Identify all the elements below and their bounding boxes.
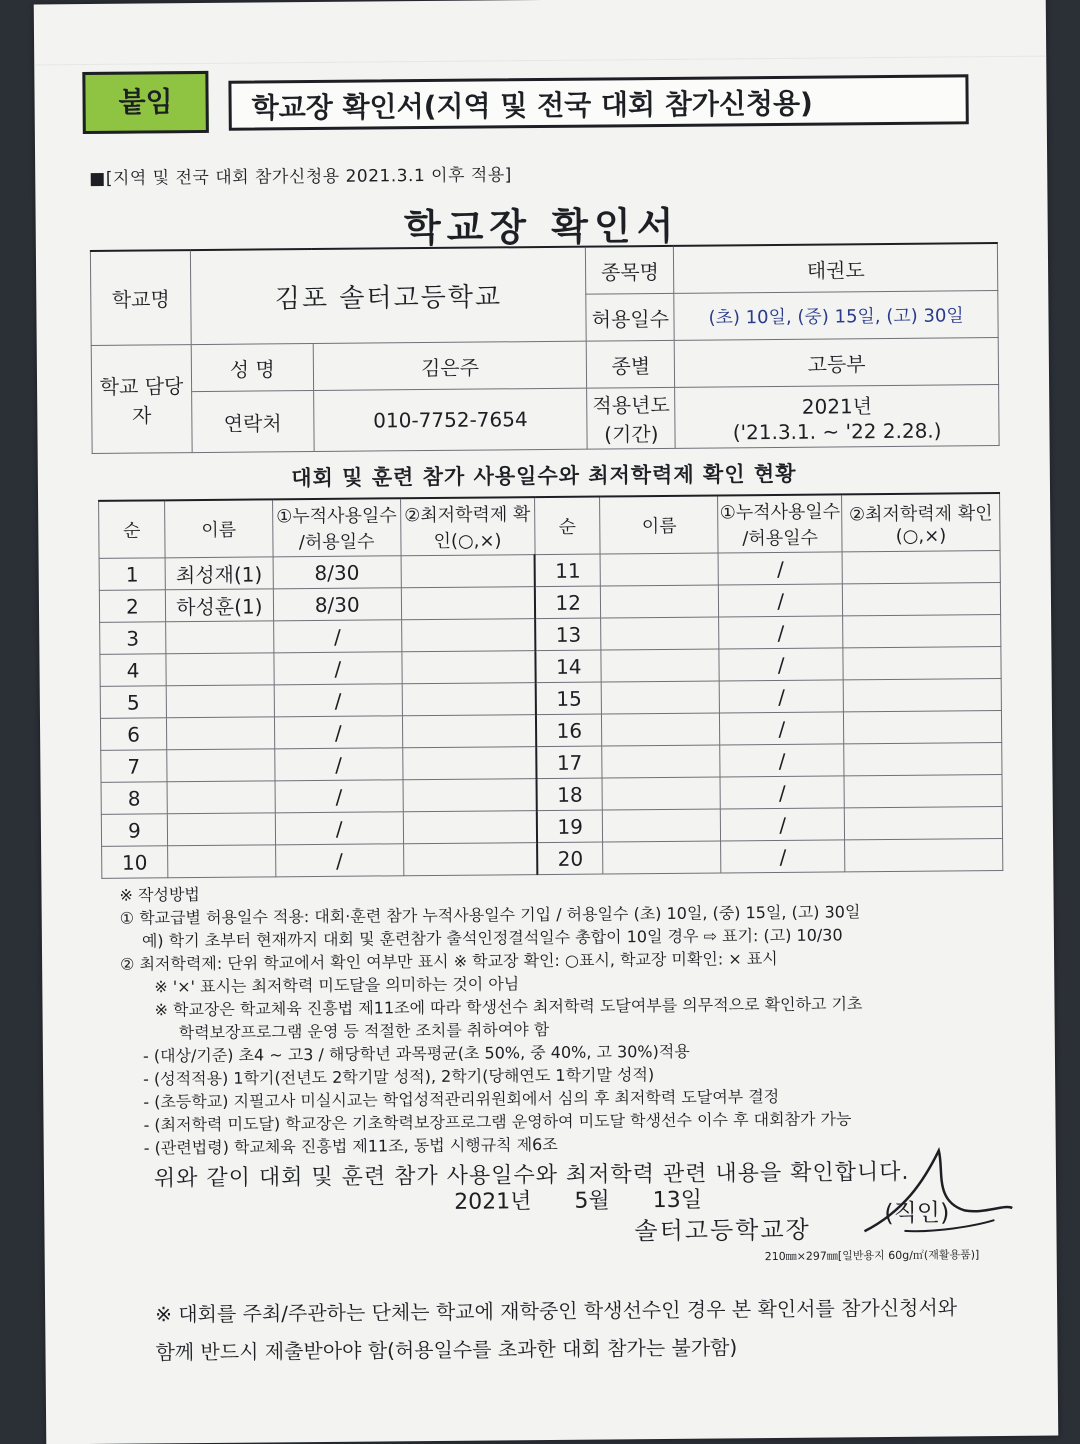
- roster-cell-no: 5: [100, 686, 166, 719]
- document-banner: 학교장 확인서(지역 및 전국 대회 참가신청용): [228, 74, 968, 130]
- paper-spec: 210㎜×297㎜[일반용지 60g/㎡(재활용품)]: [764, 1248, 980, 1264]
- roster-cell-days: /: [721, 840, 845, 873]
- roster-cell-check: [844, 807, 1002, 840]
- signature-text: (직인): [884, 1198, 950, 1228]
- instruction-line: - (관련법령) 학교체육 진흥법 제11조, 동법 시행규칙 제6조: [143, 1134, 558, 1158]
- year-label: 적용년도 (기간): [587, 387, 675, 449]
- col-no: 순: [534, 497, 600, 555]
- roster-cell-no: 16: [536, 714, 602, 747]
- roster-cell-no: 12: [535, 586, 601, 619]
- roster-cell-days: /: [719, 648, 843, 681]
- roster-cell-name: [602, 777, 720, 810]
- days-label: 허용일수: [586, 293, 674, 341]
- col-no: 순: [99, 500, 165, 558]
- roster-cell-name: [167, 781, 275, 814]
- date-month: 5월: [574, 1188, 610, 1214]
- roster-cell-check: [844, 743, 1002, 776]
- roster-cell-check: [844, 711, 1002, 744]
- roster-cell-name: [166, 653, 274, 686]
- roster-cell-check: [402, 683, 536, 716]
- date-year: 2021년: [454, 1189, 532, 1215]
- col-days: ①누적사용일수 /허용일수: [272, 498, 400, 557]
- roster-cell-days: /: [720, 712, 844, 745]
- roster-cell-no: 4: [100, 654, 166, 687]
- roster-cell-no: 19: [537, 810, 603, 843]
- roster-cell-check: [843, 647, 1001, 680]
- roster-cell-name: [601, 585, 719, 618]
- roster-cell-no: 9: [101, 814, 167, 847]
- roster-cell-no: 20: [537, 842, 603, 875]
- applies-note: ■[지역 및 전국 대회 참가신청용 2021.3.1 이후 적용]: [89, 165, 512, 189]
- school-label: 학교명: [90, 250, 191, 345]
- roster-cell-name: [168, 845, 276, 878]
- roster-cell-days: /: [275, 748, 403, 781]
- signature-stamp: [844, 1140, 1015, 1251]
- col-check: ②최저학력제 확인(○,×): [400, 497, 534, 556]
- instruction-line: - (성적적용) 1학기(전년도 2학기말 성적), 2학기(당해연도 1학기말 성적): [143, 1065, 655, 1089]
- roster-cell-check: [403, 843, 537, 876]
- roster-cell-name: [601, 649, 719, 682]
- roster-cell-days: 8/30: [273, 588, 401, 621]
- bleed-through-text: [34, 0, 1046, 65]
- roster-cell-days: /: [274, 652, 402, 685]
- document-page: [34, 0, 1059, 1444]
- attachment-tag: 붙임: [82, 71, 209, 134]
- roster-cell-check: [843, 679, 1001, 712]
- footnote: [155, 1288, 1036, 1372]
- roster-cell-check: [843, 615, 1001, 648]
- col-name: 이름: [165, 499, 273, 557]
- confirm-statement: 위와 같이 대회 및 훈련 참가 사용일수와 최저학력 관련 내용을 확인합니다.: [153, 1159, 910, 1192]
- roster-cell-check: [401, 619, 535, 652]
- days-value: (초) 10일, (중) 15일, (고) 30일: [674, 291, 998, 341]
- roster-cell-no: 13: [535, 618, 601, 651]
- roster-cell-name: [602, 681, 720, 714]
- roster-cell-name: [602, 745, 720, 778]
- instruction-line: ※ 작성방법: [119, 885, 200, 905]
- year-cell: [675, 385, 999, 449]
- instruction-line: - (초등학교) 지필고사 미실시교는 학업성적관리위원회에서 심의 후 최저학력 도달여부 결정: [143, 1086, 780, 1112]
- roster-cell-days: /: [720, 776, 844, 809]
- school-name: 김포 솔터고등학교: [190, 247, 586, 345]
- roster-cell-name: [603, 809, 721, 842]
- instruction-line: - (최저학력 미도달) 학교장은 기초학력보장프로그램 운영하여 미도달 학생선수 이수 후 대회참가 가능: [143, 1109, 852, 1135]
- instruction-line: - (대상/기준) 초4 ~ 고3 / 해당학년 과목평균(초 50%, 중 40%, 고 30%)적용: [142, 1041, 690, 1066]
- roster-cell-days: /: [275, 844, 403, 877]
- page-title: 학교장 확인서: [403, 203, 680, 251]
- roster-cell-no: 6: [100, 718, 166, 751]
- roster-cell-no: 15: [536, 682, 602, 715]
- roster-cell-check: [402, 715, 536, 748]
- roster-cell-days: 8/30: [273, 556, 401, 589]
- roster-body: [99, 551, 1003, 879]
- roster-cell-days: /: [274, 684, 402, 717]
- roster-cell-check: [403, 811, 537, 844]
- roster-cell-check: [402, 651, 536, 684]
- instruction-line: 예) 학기 초부터 현재까지 대회 및 훈련참가 출석인정결석일수 총합이 10일 경우 ⇨ 표기: (고) 10/30: [141, 925, 843, 951]
- instruction-line: ② 최저학력제: 단위 학교에서 확인 여부만 표시 ※ 학교장 확인: ○표시, 학교장 미확인: × 표시: [120, 948, 778, 974]
- sport-label: 종목명: [586, 246, 674, 294]
- roster-cell-name: [166, 621, 274, 654]
- roster-cell-check: [844, 775, 1002, 808]
- roster-cell-days: /: [719, 584, 843, 617]
- roster-cell-days: /: [275, 780, 403, 813]
- date-day: 13일: [652, 1187, 703, 1214]
- instructions: [119, 876, 1021, 1160]
- roster-cell-check: [845, 839, 1003, 872]
- roster-cell-name: [602, 713, 720, 746]
- instruction-line: ※ '×' 표시는 최저학력 미도달을 의미하는 것이 아님: [154, 974, 520, 997]
- roster-cell-days: /: [273, 620, 401, 653]
- col-days: ①누적사용일수 /허용일수: [718, 494, 842, 553]
- instruction-line: ① 학교급별 허용일수 적용: 대회·훈련 참가 누적사용일수 기입 / 허용일수 (초) 10일, (중) 15일, (고) 30일: [119, 902, 861, 928]
- type-label: 종별: [587, 340, 675, 388]
- contact-label: 연락처: [191, 391, 313, 453]
- roster-cell-days: /: [275, 812, 403, 845]
- sport-value: 태권도: [674, 243, 998, 293]
- contact-value: 010-7752-7654: [313, 388, 587, 451]
- footnote-line: 함께 반드시 제출받아야 함(허용일수를 초과한 대회 참가는 불가함): [155, 1335, 738, 1365]
- type-value: 고등부: [675, 338, 999, 388]
- roster-cell-name: [166, 717, 274, 750]
- staff-label: 학교 담당자: [91, 345, 192, 454]
- roster-cell-check: [401, 587, 535, 620]
- instruction-line: ※ 학교장은 학교체육 진흥법 제11조에 따라 학생선수 최저학력 도달여부를 의무적으로 확인하고 기초: [154, 994, 863, 1020]
- roster-cell-check: [401, 555, 535, 588]
- roster-cell-no: 17: [536, 746, 602, 779]
- roster-cell-name: [166, 685, 274, 718]
- roster-cell-check: [403, 779, 537, 812]
- roster-cell-no: 11: [535, 554, 601, 587]
- roster-cell-days: /: [720, 744, 844, 777]
- period-value: ('21.3.1. ~ '22 2.28.): [732, 418, 942, 444]
- roster-cell-days: /: [274, 716, 402, 749]
- roster-cell-name: [603, 841, 721, 874]
- roster-cell-days: /: [718, 552, 842, 585]
- name-value: 김은주: [313, 341, 587, 390]
- footnote-line: ※ 대회를 주최/주관하는 단체는 학교에 재학중인 학생선수인 경우 본 확인서를 참가신청서와: [155, 1295, 958, 1327]
- roster-cell-name: [167, 813, 275, 846]
- principal-title: 솔터고등학교장: [634, 1215, 811, 1246]
- roster-cell-name: [167, 749, 275, 782]
- table-row: [102, 839, 1003, 879]
- roster-cell-days: /: [721, 808, 845, 841]
- roster-cell-name: [601, 617, 719, 650]
- roster-cell-check: [842, 583, 1000, 616]
- document-header: [82, 64, 973, 134]
- roster-cell-days: /: [719, 680, 843, 713]
- roster-cell-no: 2: [99, 590, 165, 623]
- roster-cell-no: 7: [101, 750, 167, 783]
- roster-cell-check: [402, 747, 536, 780]
- roster-cell-name: 하성훈(1): [165, 589, 273, 622]
- roster-table: [98, 492, 1003, 879]
- roster-cell-check: [842, 551, 1000, 584]
- roster-cell-no: 10: [102, 846, 168, 879]
- roster-cell-no: 1: [99, 558, 165, 591]
- roster-cell-name: [601, 553, 719, 586]
- roster-cell-name: 최성재(1): [165, 557, 273, 590]
- roster-cell-no: 3: [100, 622, 166, 655]
- col-check: ②최저학력제 확인(○,×): [842, 493, 1000, 552]
- roster-cell-no: 14: [535, 650, 601, 683]
- name-label: 성 명: [191, 344, 313, 392]
- col-name: 이름: [600, 495, 718, 554]
- instruction-line: 학력보장프로그램 운영 등 적절한 조치를 취하여야 함: [178, 1019, 550, 1043]
- roster-section-title: 대회 및 훈련 참가 사용일수와 최저학력제 확인 현황: [291, 461, 797, 491]
- roster-cell-days: /: [719, 616, 843, 649]
- year-value: 2021년: [801, 393, 873, 419]
- roster-cell-no: 8: [101, 782, 167, 815]
- roster-cell-no: 18: [537, 778, 603, 811]
- school-info-table: [90, 242, 1000, 454]
